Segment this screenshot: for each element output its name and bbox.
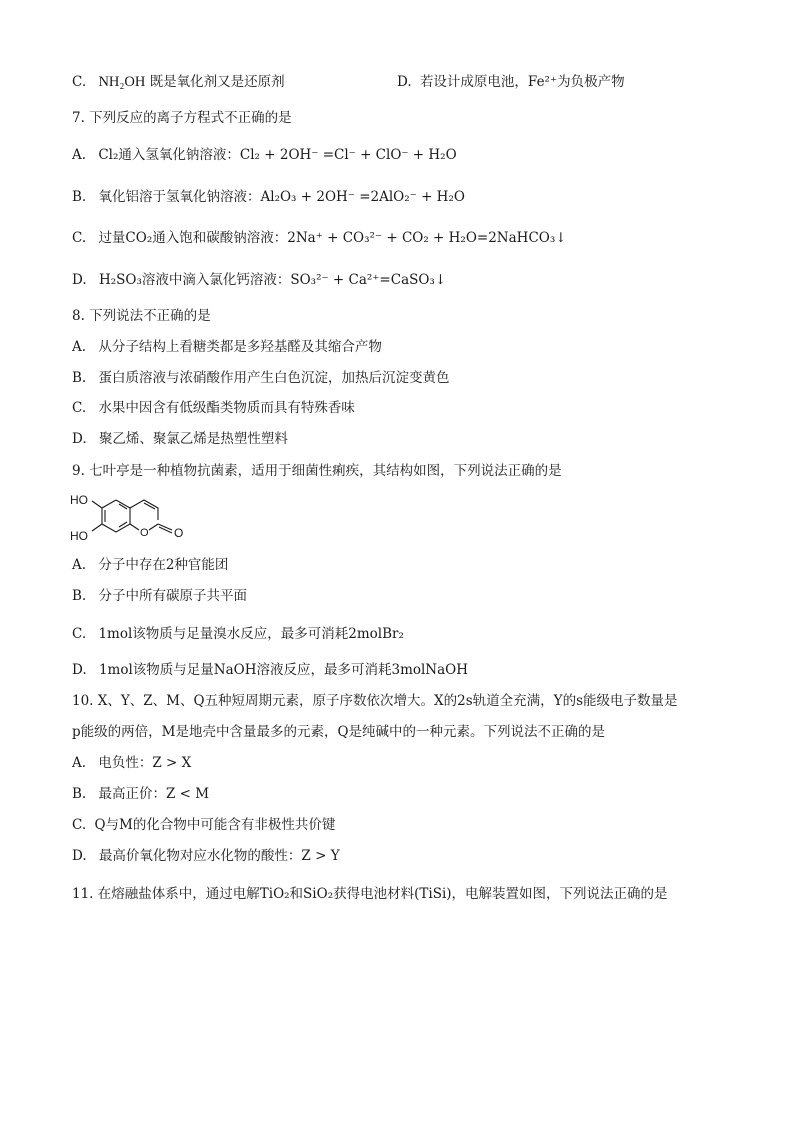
option-label: C. — [72, 626, 87, 642]
option-text: 若设计成原电池，Fe²⁺为负极产物 — [419, 74, 625, 90]
option-text: 分子中所有碳原子共平面 — [98, 588, 248, 604]
q8-option-d — [72, 429, 288, 449]
option-text: 最高价氧化物对应水化物的酸性：Z > Y — [98, 848, 340, 864]
q9-stem: 9. 七叶亭是一种植物抗菌素，适用于细菌性痢疾，其结构如图，下列说法正确的是 — [72, 463, 562, 479]
ring-oxygen-label: O — [140, 527, 149, 539]
ho-top-label: HO — [70, 493, 88, 507]
q8-option-a — [72, 337, 382, 357]
option-label: C. — [72, 817, 87, 833]
option-text: Q与M的化合物中可能含有非极性共价键 — [94, 817, 336, 833]
option-text: 蛋白质溶液与浓硝酸作用产生白色沉淀，加热后沉淀变黄色 — [98, 370, 450, 386]
option-text: 从分子结构上看糖类都是多羟基醛及其缩合产物 — [98, 339, 382, 355]
option-text: 电负性：Z > X — [98, 755, 192, 771]
q10-option-b — [72, 784, 209, 804]
q7-option-c — [72, 228, 567, 248]
option-label: D. — [72, 272, 87, 288]
q6-option-d — [397, 72, 625, 92]
q10-stem-line2: p能级的两倍，M是地壳中含量最多的元素，Q是纯碱中的一种元素。下列说法不正确的是 — [72, 724, 606, 740]
q10-option-a — [72, 753, 191, 773]
q7-stem: 7. 下列反应的离子方程式不正确的是 — [72, 110, 292, 126]
q10-option-d — [72, 846, 340, 866]
q9-option-c — [72, 624, 404, 644]
option-label: A. — [72, 755, 87, 771]
option-label: A. — [72, 147, 87, 163]
q8-option-b — [72, 368, 450, 388]
option-text: 1mol该物质与足量溴水反应，最多可消耗2molBr₂ — [98, 626, 404, 642]
q8-stem: 8. 下列说法不正确的是 — [72, 308, 211, 324]
option-label: A. — [72, 557, 87, 573]
option-label: C. — [72, 74, 87, 90]
option-label: D. — [72, 848, 87, 864]
option-label: B. — [72, 189, 87, 205]
formula: NH₂OH — [98, 74, 146, 90]
option-label: C. — [72, 230, 87, 246]
esculetin-structure — [68, 490, 198, 546]
option-text: 1mol该物质与足量NaOH溶液反应，最多可消耗3molNaOH — [98, 662, 469, 678]
q9-option-d — [72, 660, 468, 680]
q7-option-b — [72, 187, 465, 207]
q6-option-c — [72, 72, 285, 92]
option-text: 氧化铝溶于氢氧化钠溶液：Al₂O₃ + 2OH⁻ =2AlO₂⁻ + H₂O — [98, 189, 465, 205]
ho-bottom-label: HO — [70, 529, 88, 543]
option-label: A. — [72, 339, 87, 355]
option-text: 最高正价：Z < M — [98, 786, 210, 802]
option-label: C. — [72, 400, 87, 416]
q11-stem: 11. 在熔融盐体系中，通过电解TiO₂和SiO₂获得电池材料(TiSi)，电解装置如图，下列说法正确的是 — [72, 886, 668, 902]
option-label: B. — [72, 786, 87, 802]
option-text: 既是氧化剂又是还原剂 — [149, 74, 285, 90]
carbonyl-oxygen-label: O — [174, 526, 184, 540]
q7-option-d — [72, 270, 446, 290]
option-text: 过量CO₂通入饱和碳酸钠溶液：2Na⁺ + CO₃²⁻ + CO₂ + H₂O=2NaHCO₃↓ — [98, 230, 567, 246]
option-text: H₂SO₃溶液中滴入氯化钙溶液：SO₃²⁻ + Ca²⁺=CaSO₃↓ — [98, 272, 447, 288]
q8-option-c — [72, 398, 355, 418]
q10-stem-line1: 10. X、Y、Z、M、Q五种短周期元素，原子序数依次增大。X的2s轨道全充满，Y的s能级电子数量是 — [72, 693, 678, 709]
option-label: D. — [397, 74, 412, 90]
q9-option-b — [72, 586, 247, 606]
option-label: D. — [72, 431, 87, 447]
option-label: D. — [72, 662, 87, 678]
q9-option-a — [72, 555, 228, 575]
option-text: 分子中存在2种官能团 — [98, 557, 229, 573]
q10-option-c — [72, 815, 335, 835]
option-text: 水果中因含有低级酯类物质而具有特殊香味 — [98, 400, 355, 416]
option-text: 聚乙烯、聚氯乙烯是热塑性塑料 — [98, 431, 288, 447]
q7-option-a — [72, 145, 457, 165]
option-label: B. — [72, 588, 87, 604]
option-label: B. — [72, 370, 87, 386]
option-text: Cl₂通入氢氧化钠溶液：Cl₂ + 2OH⁻ =Cl⁻ + ClO⁻ + H₂O — [98, 147, 457, 163]
